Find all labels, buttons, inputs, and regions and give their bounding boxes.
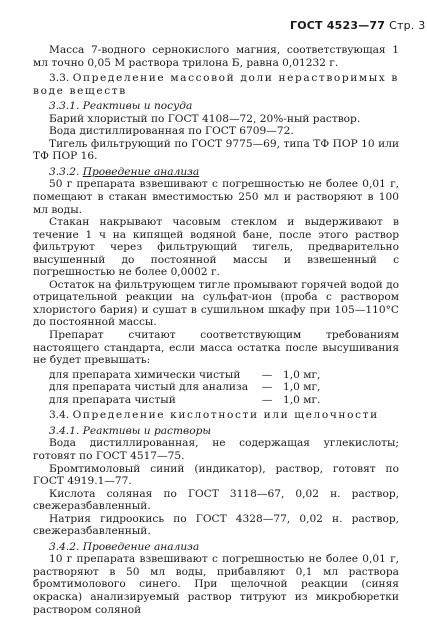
header-gost: ГОСТ <box>290 19 323 32</box>
section-heading-3-4 <box>33 409 399 422</box>
subsection-number: 3.3.1. <box>49 100 80 113</box>
paragraph: Вода дистиллированная по ГОСТ 6709—72. <box>49 125 294 138</box>
paragraph: Бромтимоловый синий (индикатор), раствор, готовят по ГОСТ 4919.1—77. <box>33 462 399 488</box>
paragraph: Тигель фильтрующий по ГОСТ 9775—69, типа ТФ ПОР 10 или ТФ ПОР 16. <box>33 137 399 163</box>
list-item-value: 1,0 мг, <box>283 381 321 394</box>
list-item-dash: — <box>261 381 273 394</box>
section-number: 3.4. <box>49 409 70 422</box>
list-item-dash: — <box>261 393 273 406</box>
subsection-number: 3.4.2. <box>49 540 80 553</box>
paragraph: Остаток на фильтрующем тигле промывают горячей водой до отрицательной реакции на сульфат-ион (проба с раствором хлористого бария) и сушат в сушильном шкафу при 105—110°С до постоянной массы. <box>33 278 399 329</box>
subsection-heading-3-4-1 <box>33 425 399 438</box>
limits-list <box>33 369 399 407</box>
list-item-value: 1,0 мг, <box>283 368 321 381</box>
subsection-title: Проведение анализа <box>82 165 200 178</box>
document-body <box>33 44 399 616</box>
subsection-title: Реактивы и растворы <box>82 424 211 437</box>
list-item <box>33 369 333 382</box>
paragraph: Кислота соляная по ГОСТ 3118—67, 0,02 н. раствор, свежеразбавленный. <box>33 487 399 513</box>
list-item-label: для препарата чистый для анализа <box>49 381 249 394</box>
paragraph: Стакан накрывают часовым стеклом и выдерживают в течение 1 ч на кипящей водяной бане, после этого раствор фильтруют через фильтрующий тигель, предварительно высушенный до постоянной массы и взвешенный с погрешностью не более 0,0002 г. <box>33 216 399 279</box>
list-item-label: для препарата чистый <box>49 393 176 406</box>
subsection-number: 3.4.1. <box>49 424 80 437</box>
paragraph: 50 г препарата взвешивают с погрешностью не более 0,01 г, помещают в стакан вместимостью 250 мл и растворяют в 100 мл воды. <box>33 178 399 216</box>
list-item <box>33 381 333 394</box>
paragraph: 10 г препарата взвешивают с погрешностью не более 0,01 г, растворяют в 50 мл воды, прибавляют 0,1 мл раствора бромтимолового синего. При щелочной реакции (синяя окраска) анализируемый раствор титруют из микробюретки раствором соляной <box>33 553 399 616</box>
paragraph: Препарат считают соответствующим требованиям настоящего стандарта, если масса остатка после высушивания не будет превышать: <box>33 329 399 367</box>
subsection-title: Реактивы и посуда <box>82 100 193 113</box>
subsection-heading-3-3-2 <box>33 166 399 179</box>
header-page-number: Стр. 3 <box>389 19 426 32</box>
section-title: Определение кислотности или щелочности <box>72 409 379 422</box>
subsection-number: 3.3.2. <box>49 165 80 178</box>
section-number: 3.3. <box>49 72 70 85</box>
subsection-title: Проведение анализа <box>82 540 200 553</box>
section-heading-3-3 <box>33 72 399 97</box>
paragraph: Вода дистиллированная, не содержащая углекислоты; готовят по ГОСТ 4517—75. <box>33 437 399 462</box>
paragraph: Натрия гидроокись по ГОСТ 4328—77, 0,02 н. раствор, свежеразбавленный. <box>33 512 399 538</box>
header-number: 4523—77 <box>326 19 386 32</box>
list-item-value: 1,0 мг. <box>283 393 321 406</box>
section-title: Определение массовой доли нерастворимых в воде веществ <box>33 72 399 97</box>
paragraph: Барий хлористый по ГОСТ 4108—72, 20%-ный раствор. <box>49 112 361 125</box>
page-header <box>290 19 426 32</box>
subsection-heading-3-4-2 <box>33 541 399 554</box>
subsection-heading-3-3-1 <box>33 100 399 113</box>
list-item-label: для препарата химически чистый <box>49 368 241 381</box>
list-item <box>33 394 333 407</box>
paragraph: Масса 7-водного сернокислого магния, соответствующая 1 мл точно 0,05 М раствора трилона Б, равна 0,01232 г. <box>33 44 399 69</box>
list-item-dash: — <box>261 368 273 381</box>
